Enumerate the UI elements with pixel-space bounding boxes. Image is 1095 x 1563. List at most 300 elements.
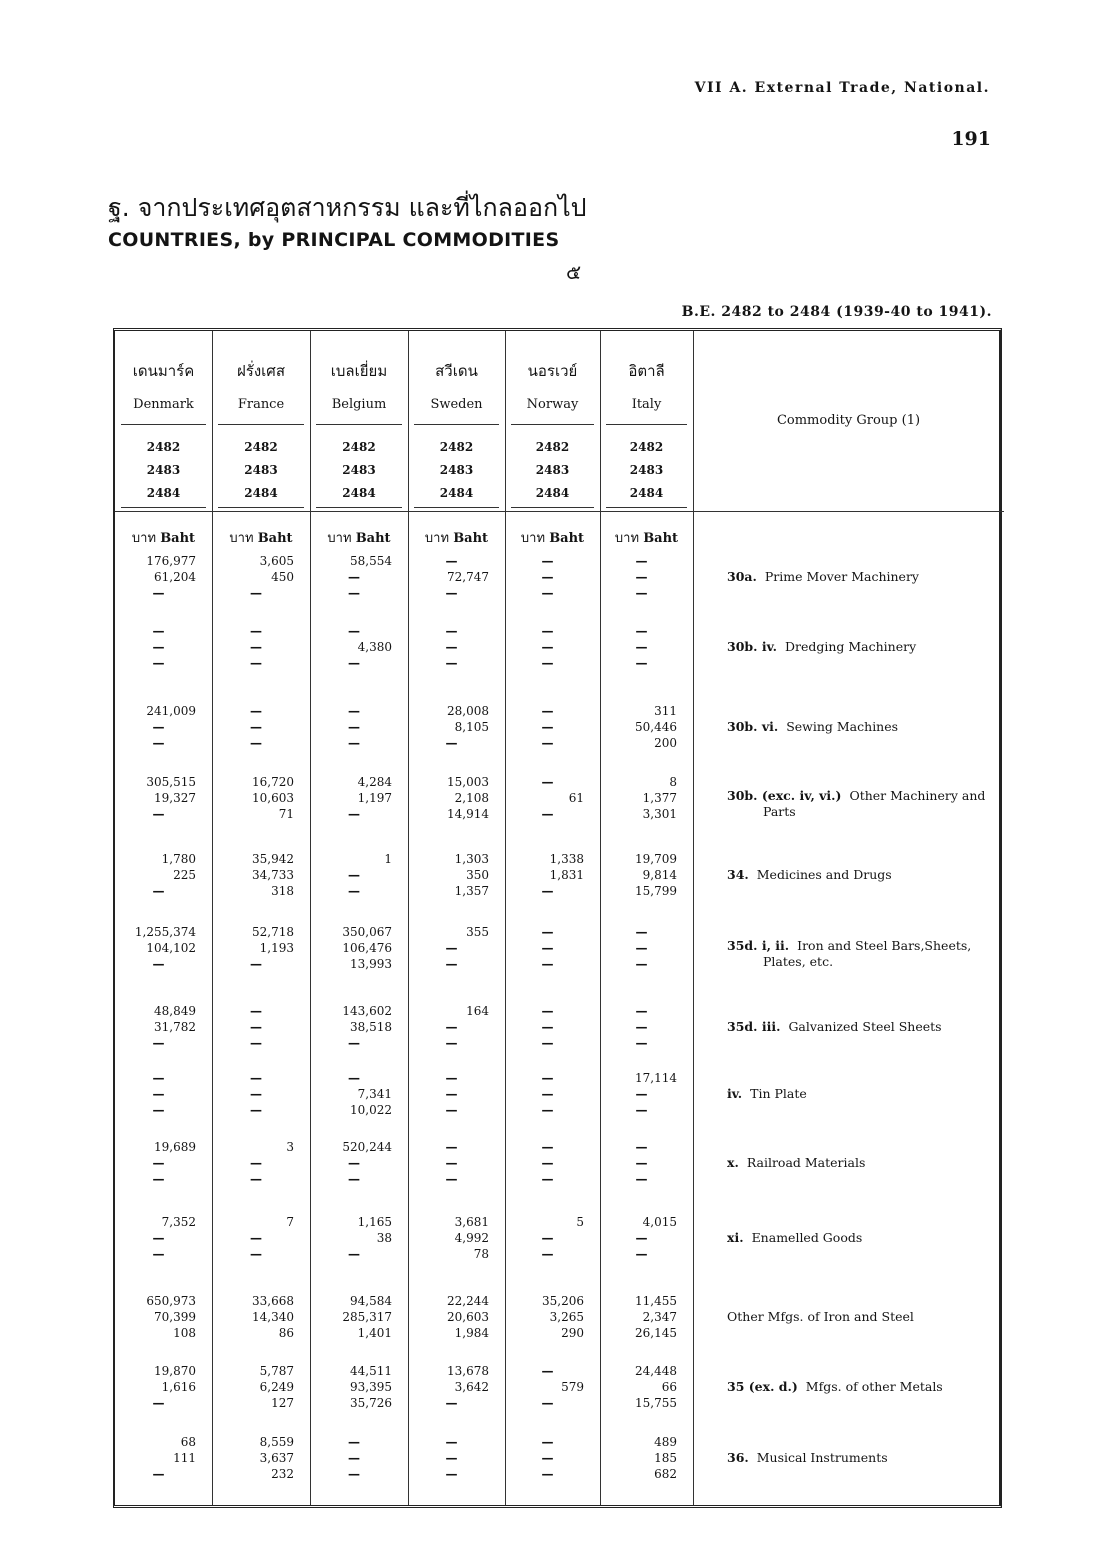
cell-value: 52,718 (252, 925, 294, 939)
cell-value: — (152, 736, 165, 750)
cell-value: 3,301 (642, 807, 677, 821)
cell-value: — (541, 1087, 554, 1101)
year-label: 2482 (244, 440, 278, 454)
cell-value: — (152, 720, 165, 734)
table-cell (511, 851, 584, 899)
header-rule (414, 507, 499, 508)
table-cell (606, 924, 677, 972)
cell-value: 579 (561, 1380, 584, 1394)
cell-value: — (250, 1071, 262, 1085)
cell-value: — (541, 884, 554, 898)
cell-value: — (541, 957, 554, 971)
cell-value: — (541, 1004, 554, 1018)
cell-value: — (152, 640, 165, 654)
header-rule (511, 507, 594, 508)
table-cell (414, 851, 489, 899)
cell-value: 232 (271, 1467, 294, 1481)
cell-value: 3,265 (549, 1310, 584, 1324)
table-cell (414, 623, 489, 671)
table-cell (121, 1070, 196, 1118)
cell-value: 71 (278, 807, 294, 821)
cell-value: 4,015 (642, 1215, 677, 1229)
unit-eng: Baht (160, 531, 196, 546)
commodity-code: 34. (727, 867, 749, 882)
country-thai-name: สวีเดน (435, 362, 478, 380)
cell-value: — (445, 1071, 458, 1085)
cell-value: 48,849 (154, 1004, 196, 1018)
unit-thai: บาท (229, 531, 258, 546)
table-cell (414, 1070, 489, 1118)
cell-value: — (541, 1172, 554, 1186)
year-label: 2482 (439, 440, 474, 454)
table-cell (218, 1003, 294, 1051)
currency-unit (408, 527, 505, 548)
commodity-code: 30b. iv. (727, 639, 777, 654)
unit-thai: บาท (614, 531, 644, 546)
country-name: Italy (631, 397, 662, 412)
cell-value: 2,347 (642, 1310, 677, 1324)
table-cell (316, 703, 392, 751)
cell-value: — (348, 1467, 360, 1481)
commodity-label (727, 1019, 942, 1035)
cell-value: — (635, 1036, 648, 1050)
cell-value: 61 (568, 791, 584, 805)
cell-value: — (635, 957, 648, 971)
cell-value: — (250, 1036, 262, 1050)
table-cell (316, 1003, 392, 1051)
cell-value: 9,814 (642, 868, 677, 882)
country-name: Sweden (430, 397, 483, 412)
cell-value: — (541, 1231, 554, 1245)
cell-value: — (635, 554, 648, 568)
year-list (212, 436, 310, 505)
cell-value: — (250, 1172, 262, 1186)
cell-value: — (250, 1087, 262, 1101)
table-cell (218, 1293, 294, 1341)
commodity-group-header: Commodity Group (1) (776, 413, 921, 428)
cell-value: 28,008 (447, 704, 489, 718)
table-cell (121, 1363, 196, 1411)
commodity-name: Railroad Materials (746, 1155, 866, 1170)
cell-value: 8,559 (259, 1435, 294, 1449)
section-header: VII A. External Trade, National. (694, 80, 990, 96)
cell-value: — (152, 957, 165, 971)
unit-thai: บาท (131, 531, 161, 546)
cell-value: — (445, 554, 458, 568)
cell-value: 1,165 (357, 1215, 392, 1229)
cell-value: 19,689 (154, 1140, 196, 1154)
commodity-label (727, 1379, 943, 1395)
cell-value: 143,602 (342, 1004, 392, 1018)
table-cell (511, 774, 584, 822)
cell-value: 33,668 (252, 1294, 294, 1308)
cell-value: — (541, 1036, 554, 1050)
cell-value: — (348, 570, 360, 584)
table-cell (218, 774, 294, 822)
cell-value: 93,395 (350, 1380, 392, 1394)
cell-value: 106,476 (342, 941, 392, 955)
cell-value: — (250, 720, 262, 734)
cell-value: 450 (271, 570, 294, 584)
cell-value: — (541, 1451, 554, 1465)
cell-value: 8 (669, 775, 677, 789)
cell-value: 1,831 (549, 868, 584, 882)
cell-value: 16,720 (252, 775, 294, 789)
cell-value: — (541, 1071, 554, 1085)
cell-value: — (152, 807, 165, 821)
commodity-label (727, 1309, 914, 1325)
cell-value: — (541, 720, 554, 734)
cell-value: — (152, 884, 165, 898)
table-cell (511, 1070, 584, 1118)
table-cell (121, 1434, 196, 1482)
commodity-code: xi. (727, 1230, 744, 1245)
cell-value: 185 (654, 1451, 677, 1465)
table-cell (511, 1434, 584, 1482)
commodity-label (727, 1450, 888, 1466)
commodity-label (727, 1086, 807, 1102)
header-rule (511, 424, 594, 425)
cell-value: — (348, 1036, 360, 1050)
cell-value: — (541, 1247, 554, 1261)
cell-value: — (635, 1103, 648, 1117)
cell-value: — (445, 1140, 458, 1154)
cell-value: — (152, 586, 165, 600)
commodity-code: iv. (727, 1086, 743, 1101)
table-cell (606, 1214, 677, 1262)
table-cell (606, 1293, 677, 1341)
cell-value: 66 (661, 1380, 677, 1394)
cell-value: — (541, 1156, 554, 1170)
commodity-label (727, 938, 971, 970)
header-rule (218, 424, 304, 425)
table-cell (316, 1434, 392, 1482)
column-divider (600, 331, 601, 1505)
cell-value: — (152, 1103, 165, 1117)
cell-value: 35,726 (350, 1396, 392, 1410)
table-cell (511, 1003, 584, 1051)
cell-value: 11,455 (635, 1294, 677, 1308)
currency-unit (115, 527, 212, 548)
cell-value: — (445, 1451, 458, 1465)
trade-table (113, 328, 1002, 1508)
year-label: 2483 (535, 463, 570, 477)
cell-value: — (635, 1020, 648, 1034)
cell-value: — (635, 656, 648, 670)
cell-value: — (541, 736, 554, 750)
cell-value: — (348, 586, 360, 600)
cell-value: 650,973 (146, 1294, 196, 1308)
cell-value: — (348, 1156, 360, 1170)
unit-eng: Baht (355, 531, 391, 546)
table-cell (218, 623, 294, 671)
commodity-name: Mfgs. of other Metals (805, 1379, 943, 1394)
cell-value: — (445, 1087, 458, 1101)
header-rule (218, 507, 304, 508)
cell-value: 3,642 (454, 1380, 489, 1394)
cell-value: 86 (278, 1326, 294, 1340)
country-name: France (237, 397, 285, 412)
cell-value: — (445, 624, 458, 638)
country-thai-name: เดนมาร์ค (132, 362, 195, 380)
cell-value: — (445, 1036, 458, 1050)
cell-value: — (348, 868, 360, 882)
cell-value: 285,317 (342, 1310, 392, 1324)
cell-value: — (348, 1247, 360, 1261)
cell-value: — (541, 656, 554, 670)
cell-value: — (348, 720, 360, 734)
cell-value: 355 (466, 925, 489, 939)
header-rule (121, 507, 206, 508)
year-label: 2484 (439, 486, 474, 500)
table-cell (218, 1363, 294, 1411)
cell-value: 108 (173, 1326, 196, 1340)
cell-value: — (541, 554, 554, 568)
cell-value: — (541, 624, 554, 638)
cell-value: — (635, 1247, 648, 1261)
cell-value: 4,992 (454, 1231, 489, 1245)
cell-value: 241,009 (146, 704, 196, 718)
cell-value: — (635, 1231, 648, 1245)
cell-value: 200 (654, 736, 677, 750)
cell-value: 78 (473, 1247, 489, 1261)
currency-unit (212, 527, 310, 548)
commodity-name: Other Mfgs. of Iron and Steel (727, 1309, 914, 1324)
country-name: Norway (526, 397, 579, 412)
table-cell (414, 1434, 489, 1482)
table-cell (414, 703, 489, 751)
column-divider (693, 331, 694, 1505)
cell-value: 15,755 (635, 1396, 677, 1410)
year-list (310, 436, 408, 505)
cell-value: 35,942 (252, 852, 294, 866)
cell-value: — (250, 957, 262, 971)
cell-value: — (152, 1247, 165, 1261)
cell-value: 22,244 (447, 1294, 489, 1308)
cell-value: 1,338 (549, 852, 584, 866)
page-number: 191 (951, 128, 991, 150)
commodity-name: Dredging Machinery (784, 639, 917, 654)
cell-value: 305,515 (146, 775, 196, 789)
cell-value: 3,637 (259, 1451, 294, 1465)
unit-eng: Baht (643, 531, 679, 546)
cell-value: 31,782 (154, 1020, 196, 1034)
year-label: 2484 (535, 486, 570, 500)
table-cell (316, 774, 392, 822)
thai-page-digit: ๕ (566, 260, 582, 284)
page-title: COUNTRIES, by PRINCIPAL COMMODITIES (108, 229, 560, 251)
table-cell (218, 1139, 294, 1187)
cell-value: — (541, 640, 554, 654)
cell-value: — (445, 1396, 458, 1410)
table-cell (121, 623, 196, 671)
cell-value: — (250, 1247, 262, 1261)
table-cell (316, 553, 392, 601)
thai-title: ฐ. จากประเทศอุตสาหกรรม และที่ไกลออกไป (108, 193, 587, 222)
cell-value: — (635, 1156, 648, 1170)
cell-value: — (541, 807, 554, 821)
cell-value: — (635, 586, 648, 600)
year-label: 2482 (146, 440, 181, 454)
header-rule (121, 424, 206, 425)
table-cell (414, 774, 489, 822)
commodity-name: Musical Instruments (756, 1450, 888, 1465)
table-cell (414, 553, 489, 601)
table-cell (606, 1003, 677, 1051)
cell-value: — (445, 640, 458, 654)
cell-value: 19,709 (635, 852, 677, 866)
table-cell (121, 774, 196, 822)
table-cell (511, 1139, 584, 1187)
commodity-label (727, 719, 898, 735)
cell-value: 19,327 (154, 791, 196, 805)
cell-value: — (348, 624, 360, 638)
year-list (408, 436, 505, 505)
table-cell (414, 1139, 489, 1187)
year-label: 2483 (629, 463, 664, 477)
unit-eng: Baht (549, 531, 585, 546)
cell-value: 13,993 (350, 957, 392, 971)
commodity-label (727, 1155, 865, 1171)
country-thai-name: ฝรั่งเศส (237, 362, 285, 380)
table-cell (121, 1293, 196, 1341)
table-cell (121, 703, 196, 751)
unit-thai: บาท (520, 531, 550, 546)
commodity-name-continued: Plates, etc. (763, 954, 834, 969)
cell-value: 225 (173, 868, 196, 882)
cell-value: 318 (271, 884, 294, 898)
commodity-name-continued: Parts (763, 804, 796, 819)
cell-value: 58,554 (350, 554, 392, 568)
cell-value: 1,197 (357, 791, 392, 805)
cell-value: — (635, 925, 648, 939)
cell-value: 15,799 (635, 884, 677, 898)
currency-unit (505, 527, 600, 548)
currency-unit (310, 527, 408, 548)
table-cell (218, 1214, 294, 1262)
cell-value: — (348, 1172, 360, 1186)
cell-value: — (152, 1036, 165, 1050)
cell-value: — (541, 570, 554, 584)
cell-value: 176,977 (146, 554, 196, 568)
cell-value: 311 (654, 704, 677, 718)
cell-value: — (152, 1087, 165, 1101)
cell-value: — (152, 656, 165, 670)
cell-value: — (635, 570, 648, 584)
table-cell (218, 703, 294, 751)
cell-value: 8,105 (454, 720, 489, 734)
cell-value: — (250, 656, 262, 670)
commodity-name: Iron and Steel Bars,Sheets, (797, 938, 972, 953)
cell-value: 7 (286, 1215, 294, 1229)
table-cell (121, 924, 196, 972)
cell-value: 94,584 (350, 1294, 392, 1308)
country-thai-name: อิตาลี (628, 362, 665, 380)
table-cell (121, 1214, 196, 1262)
cell-value: — (445, 1467, 458, 1481)
cell-value: 15,003 (447, 775, 489, 789)
cell-value: 350,067 (342, 925, 392, 939)
header-rule (414, 424, 499, 425)
country-thai-name: นอรเวย์ (527, 362, 578, 380)
cell-value: 26,145 (635, 1326, 677, 1340)
commodity-name: Galvanized Steel Sheets (788, 1019, 942, 1034)
table-cell (511, 1214, 584, 1262)
commodity-code: 30b. (exc. iv, vi.) (727, 788, 842, 803)
cell-value: — (635, 1004, 648, 1018)
year-list (600, 436, 693, 505)
cell-value: — (445, 736, 458, 750)
table-cell (218, 851, 294, 899)
year-label: 2482 (342, 440, 376, 454)
year-label: 2483 (244, 463, 278, 477)
commodity-name: Prime Mover Machinery (764, 569, 919, 584)
cell-value: 350 (466, 868, 489, 882)
cell-value: 104,102 (146, 941, 196, 955)
table-cell (316, 1293, 392, 1341)
cell-value: — (541, 1467, 554, 1481)
commodity-name: Sewing Machines (786, 719, 899, 734)
cell-value: — (152, 624, 165, 638)
table-cell (316, 1214, 392, 1262)
cell-value: 68 (180, 1435, 196, 1449)
cell-value: 10,022 (350, 1103, 392, 1117)
column-divider (212, 331, 213, 1505)
table-cell (121, 553, 196, 601)
cell-value: — (541, 775, 554, 789)
cell-value: 5 (576, 1215, 584, 1229)
table-cell (606, 851, 677, 899)
cell-value: — (635, 941, 648, 955)
cell-value: 14,340 (252, 1310, 294, 1324)
cell-value: — (250, 624, 262, 638)
year-label: 2484 (146, 486, 181, 500)
commodity-name: Tin Plate (750, 1086, 807, 1101)
cell-value: — (348, 807, 360, 821)
table-cell (218, 1070, 294, 1118)
commodity-label (727, 1230, 862, 1246)
table-cell (606, 703, 677, 751)
table-cell (316, 1363, 392, 1411)
unit-thai: บาท (424, 531, 454, 546)
cell-value: 4,380 (357, 640, 392, 654)
table-cell (414, 1003, 489, 1051)
cell-value: 2,108 (454, 791, 489, 805)
column-divider (310, 331, 311, 1505)
cell-value: — (250, 736, 262, 750)
column-divider (505, 331, 506, 1505)
column-divider (408, 331, 409, 1505)
cell-value: 38 (376, 1231, 392, 1245)
cell-value: 17,114 (635, 1071, 677, 1085)
cell-value: — (445, 957, 458, 971)
table-cell (511, 1293, 584, 1341)
cell-value: — (445, 1103, 458, 1117)
cell-value: — (250, 1103, 262, 1117)
cell-value: — (445, 1156, 458, 1170)
cell-value: — (635, 640, 648, 654)
country-thai-name: เบลเยี่ยม (330, 362, 388, 380)
period-label: B.E. 2482 to 2484 (1939-40 to 1941). (681, 304, 992, 320)
table-cell (606, 623, 677, 671)
header-rule (606, 424, 687, 425)
cell-value: 1,303 (454, 852, 489, 866)
cell-value: — (635, 1087, 648, 1101)
cell-value: 44,511 (350, 1364, 392, 1378)
cell-value: — (250, 640, 262, 654)
year-label: 2483 (342, 463, 376, 477)
table-cell (218, 1434, 294, 1482)
